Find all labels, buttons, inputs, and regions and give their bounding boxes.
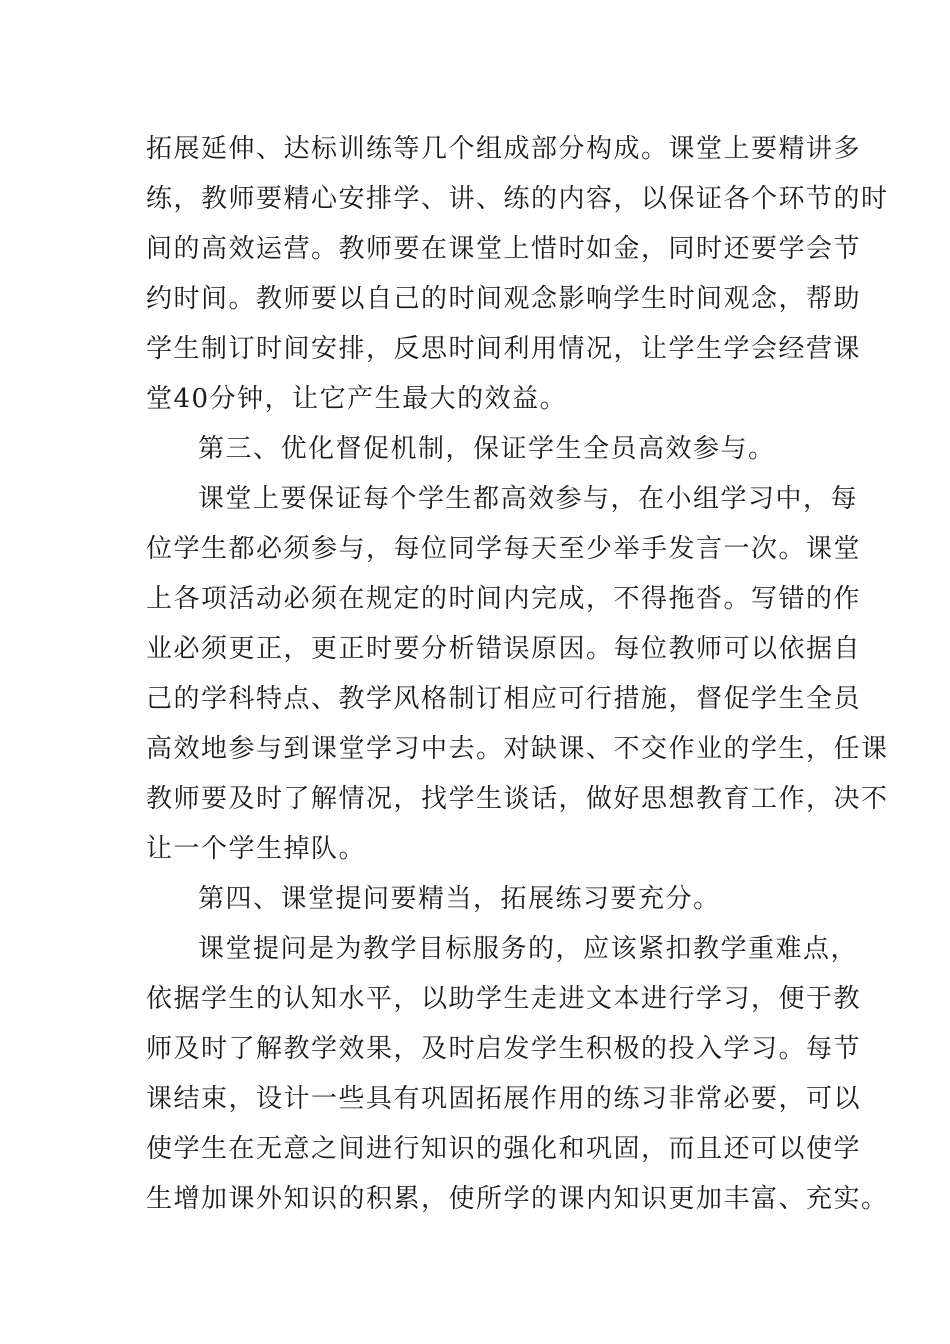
text-line: 业必须更正，更正时要分析错误原因。每位教师可以依据自 <box>146 634 862 664</box>
text-line: 教师要及时了解情况，找学生谈话，做好思想教育工作，决不 <box>146 784 889 814</box>
text-line: 练，教师要精心安排学、讲、练的内容，以保证各个环节的时 <box>146 184 889 214</box>
section-heading: 第三、优化督促机制，保证学生全员高效参与。 <box>198 434 776 464</box>
text-line: 位学生都必须参与，每位同学每天至少举手发言一次。课堂 <box>146 534 862 564</box>
text-line: 间的高效运营。教师要在课堂上惜时如金，同时还要学会节 <box>146 234 862 264</box>
text-line: 上各项活动必须在规定的时间内完成，不得拖沓。写错的作 <box>146 584 862 614</box>
text-line: 师及时了解教学效果，及时启发学生积极的投入学习。每节 <box>146 1034 862 1064</box>
text-line: 让一个学生掉队。 <box>146 834 367 864</box>
text-line: 课堂上要保证每个学生都高效参与，在小组学习中，每 <box>198 484 859 514</box>
text-line: 拓展延伸、达标训练等几个组成部分构成。课堂上要精讲多 <box>146 134 862 164</box>
section-heading: 第四、课堂提问要精当，拓展练习要充分。 <box>198 884 721 914</box>
text-line: 生增加课外知识的积累，使所学的课内知识更加丰富、充实。 <box>146 1184 889 1214</box>
body-text <box>146 124 889 1224</box>
text-line: 己的学科特点、教学风格制订相应可行措施，督促学生全员 <box>146 684 862 714</box>
text-line: 堂40分钟，让它产生最大的效益。 <box>146 384 568 414</box>
text-line: 高效地参与到课堂学习中去。对缺课、不交作业的学生，任课 <box>146 734 889 764</box>
text-line: 课结束，设计一些具有巩固拓展作用的练习非常必要，可以 <box>146 1084 862 1114</box>
text-line: 使学生在无意之间进行知识的强化和巩固，而且还可以使学 <box>146 1134 862 1164</box>
text-line: 学生制订时间安排，反思时间利用情况，让学生学会经营课 <box>146 334 862 364</box>
text-line: 约时间。教师要以自己的时间观念影响学生时间观念，帮助 <box>146 284 862 314</box>
text-line: 课堂提问是为教学目标服务的，应该紧扣教学重难点， <box>198 934 859 964</box>
text-line: 依据学生的认知水平，以助学生走进文本进行学习，便于教 <box>146 984 862 1014</box>
